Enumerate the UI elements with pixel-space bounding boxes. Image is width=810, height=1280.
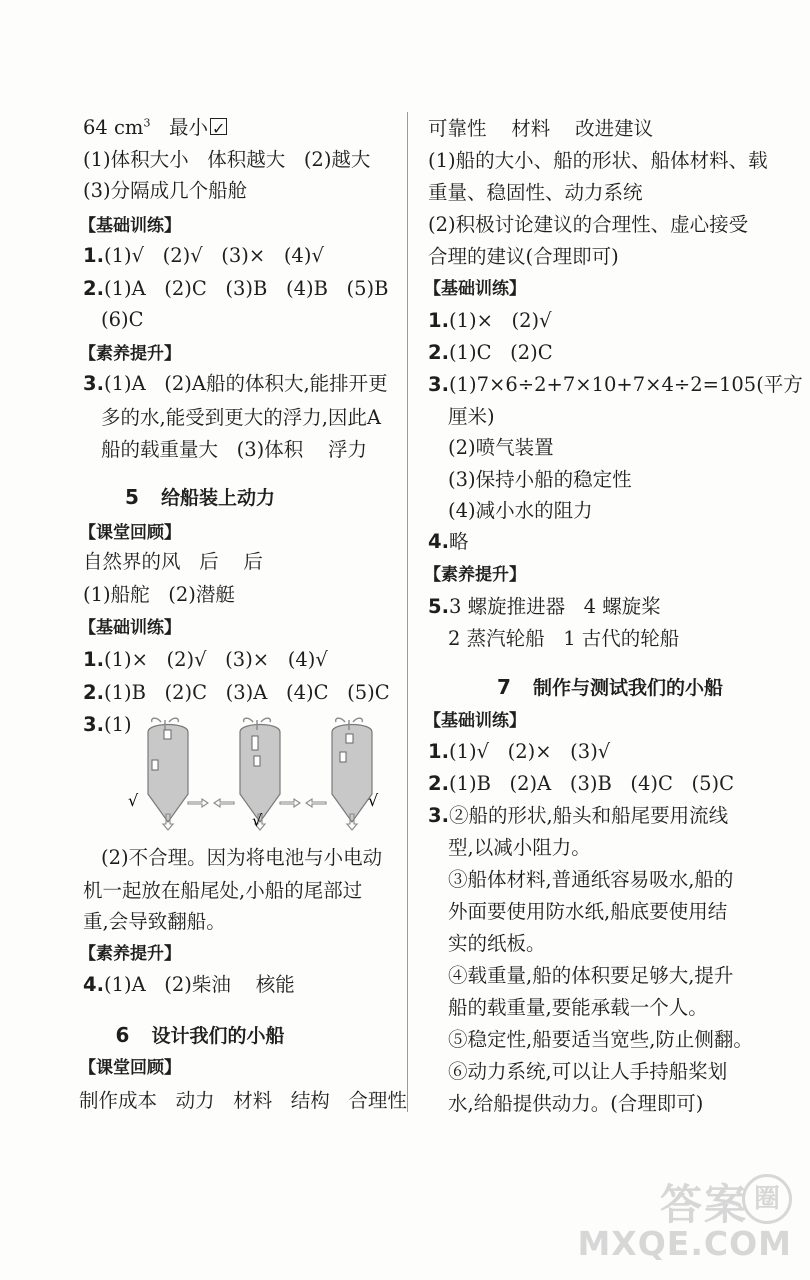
answer-line: 重量、稳固性、动力系统 bbox=[428, 181, 643, 204]
question-row: 3.(1)A (2)A船的体积大,能排开更 bbox=[83, 372, 388, 395]
check-mark-1: √ bbox=[128, 791, 139, 810]
answer-line: (2)不合理。因为将电池与小电动 bbox=[101, 846, 383, 869]
answer-line: 船的载重量大 (3)体积 浮力 bbox=[101, 438, 368, 461]
answer-line: (1)体积大小 体积越大 (2)越大 bbox=[83, 148, 371, 171]
answer-line: 自然界的风 后 后 bbox=[83, 550, 263, 573]
answer-line: 2 蒸汽轮船 1 古代的轮船 bbox=[448, 627, 680, 650]
section-title: 7 制作与测试我们的小船 bbox=[497, 675, 723, 699]
answer-line: 实的纸板。 bbox=[448, 932, 546, 955]
answer-line: (1)船的大小、船的形状、船体材料、载 bbox=[428, 149, 768, 172]
answer-line: (1)船舵 (2)潜艇 bbox=[83, 583, 235, 606]
site-watermark bbox=[577, 1172, 792, 1263]
section-heading: 【课堂回顾】 bbox=[79, 1058, 181, 1078]
question-row: 5.3 螺旋推进器 4 螺旋桨 bbox=[428, 595, 661, 618]
boat-figure-2 bbox=[240, 718, 280, 822]
question-row: 2.(1)B (2)C (3)A (4)C (5)C bbox=[83, 681, 390, 704]
answer-line: 水,给船提供动力。(合理即可) bbox=[448, 1092, 704, 1115]
answer-line: (2)喷气装置 bbox=[448, 436, 554, 459]
section-heading: 【基础训练】 bbox=[424, 711, 526, 731]
answer-line: 型,以减小阻力。 bbox=[448, 836, 591, 859]
answer-line: ⑥动力系统,可以让人手持船桨划 bbox=[448, 1060, 728, 1083]
answer-line: 外面要使用防水纸,船底要使用结 bbox=[448, 900, 728, 923]
section-heading: 【素养提升】 bbox=[424, 565, 526, 585]
question-row: 1.(1)√ (2)√ (3)× (4)√ bbox=[83, 244, 324, 267]
answer-line: 可靠性 材料 改进建议 bbox=[428, 117, 654, 140]
question-row: 1.(1)× (2)√ bbox=[428, 309, 552, 332]
boat-diagram bbox=[118, 714, 408, 839]
answer-line: (3)保持小船的稳定性 bbox=[448, 468, 632, 491]
watermark-text: 答案 bbox=[659, 1180, 748, 1229]
section-title: 5 给船装上动力 bbox=[125, 485, 275, 509]
question-row: 3.(1)7×6÷2+7×10+7×4÷2=105(平方 bbox=[428, 373, 803, 396]
answer-line: 制作成本 动力 材料 结构 合理性 bbox=[79, 1089, 407, 1112]
column-divider bbox=[407, 112, 408, 1112]
section-heading: 【基础训练】 bbox=[79, 618, 181, 638]
section-heading: 【素养提升】 bbox=[79, 944, 181, 964]
answer-line: ③船体材料,普通纸容易吸水,船的 bbox=[448, 868, 734, 891]
question-row: 4.(1)A (2)柴油 核能 bbox=[83, 973, 295, 996]
question-row: 1.(1)× (2)√ (3)× (4)√ bbox=[83, 648, 328, 671]
section-heading: 【基础训练】 bbox=[424, 279, 526, 299]
answer-line: (4)减小水的阻力 bbox=[448, 499, 593, 522]
answer-line: 64 $cm^3$ 最小✓ bbox=[83, 113, 227, 143]
question-row: 2.(1)C (2)C bbox=[428, 341, 553, 364]
watermark-circle-icon: 圈 bbox=[742, 1174, 792, 1224]
question-row: 2.(1)B (2)A (3)B (4)C (5)C bbox=[428, 772, 735, 795]
checkbox-icon bbox=[210, 118, 227, 135]
question-row: 1.(1)√ (2)× (3)√ bbox=[428, 740, 611, 763]
question-row: 3.②船的形状,船头和船尾要用流线 bbox=[428, 804, 729, 827]
answer-line: (3)分隔成几个船舱 bbox=[83, 179, 248, 202]
answer-line: 船的载重量,要能承载一个人。 bbox=[448, 996, 708, 1019]
answer-line: 多的水,能受到更大的浮力,因此A bbox=[101, 406, 381, 429]
answer-line: ④载重量,船的体积要足够大,提升 bbox=[448, 964, 734, 987]
check-mark-3: √ bbox=[368, 791, 379, 810]
answer-line: ⑤稳定性,船要适当宽些,防止侧翻。 bbox=[448, 1028, 753, 1051]
watermark-url: MXQE.COM bbox=[577, 1224, 792, 1263]
answer-line: 厘米) bbox=[448, 405, 495, 428]
answer-line: 重,会导致翻船。 bbox=[83, 910, 226, 933]
section-heading: 【基础训练】 bbox=[79, 216, 181, 236]
check-mark-2: √ bbox=[252, 811, 263, 830]
section-heading: 【素养提升】 bbox=[79, 344, 181, 364]
question-row: 4.略 bbox=[428, 530, 469, 553]
section-title: 6 设计我们的小船 bbox=[115, 1023, 285, 1047]
answer-line: 合理的建议(合理即可) bbox=[428, 245, 619, 268]
answer-line: 机一起放在船尾处,小船的尾部过 bbox=[83, 879, 363, 902]
section-heading: 【课堂回顾】 bbox=[79, 523, 181, 543]
answer-line: (2)积极讨论建议的合理性、虚心接受 bbox=[428, 213, 749, 236]
boat-figure-3 bbox=[332, 718, 372, 822]
question-row: 2.(1)A (2)C (3)B (4)B (5)B bbox=[83, 277, 389, 300]
boat-figure-1 bbox=[148, 718, 188, 822]
question-row: 3.(1) bbox=[83, 713, 132, 736]
answer-line: (6)C bbox=[101, 308, 144, 331]
